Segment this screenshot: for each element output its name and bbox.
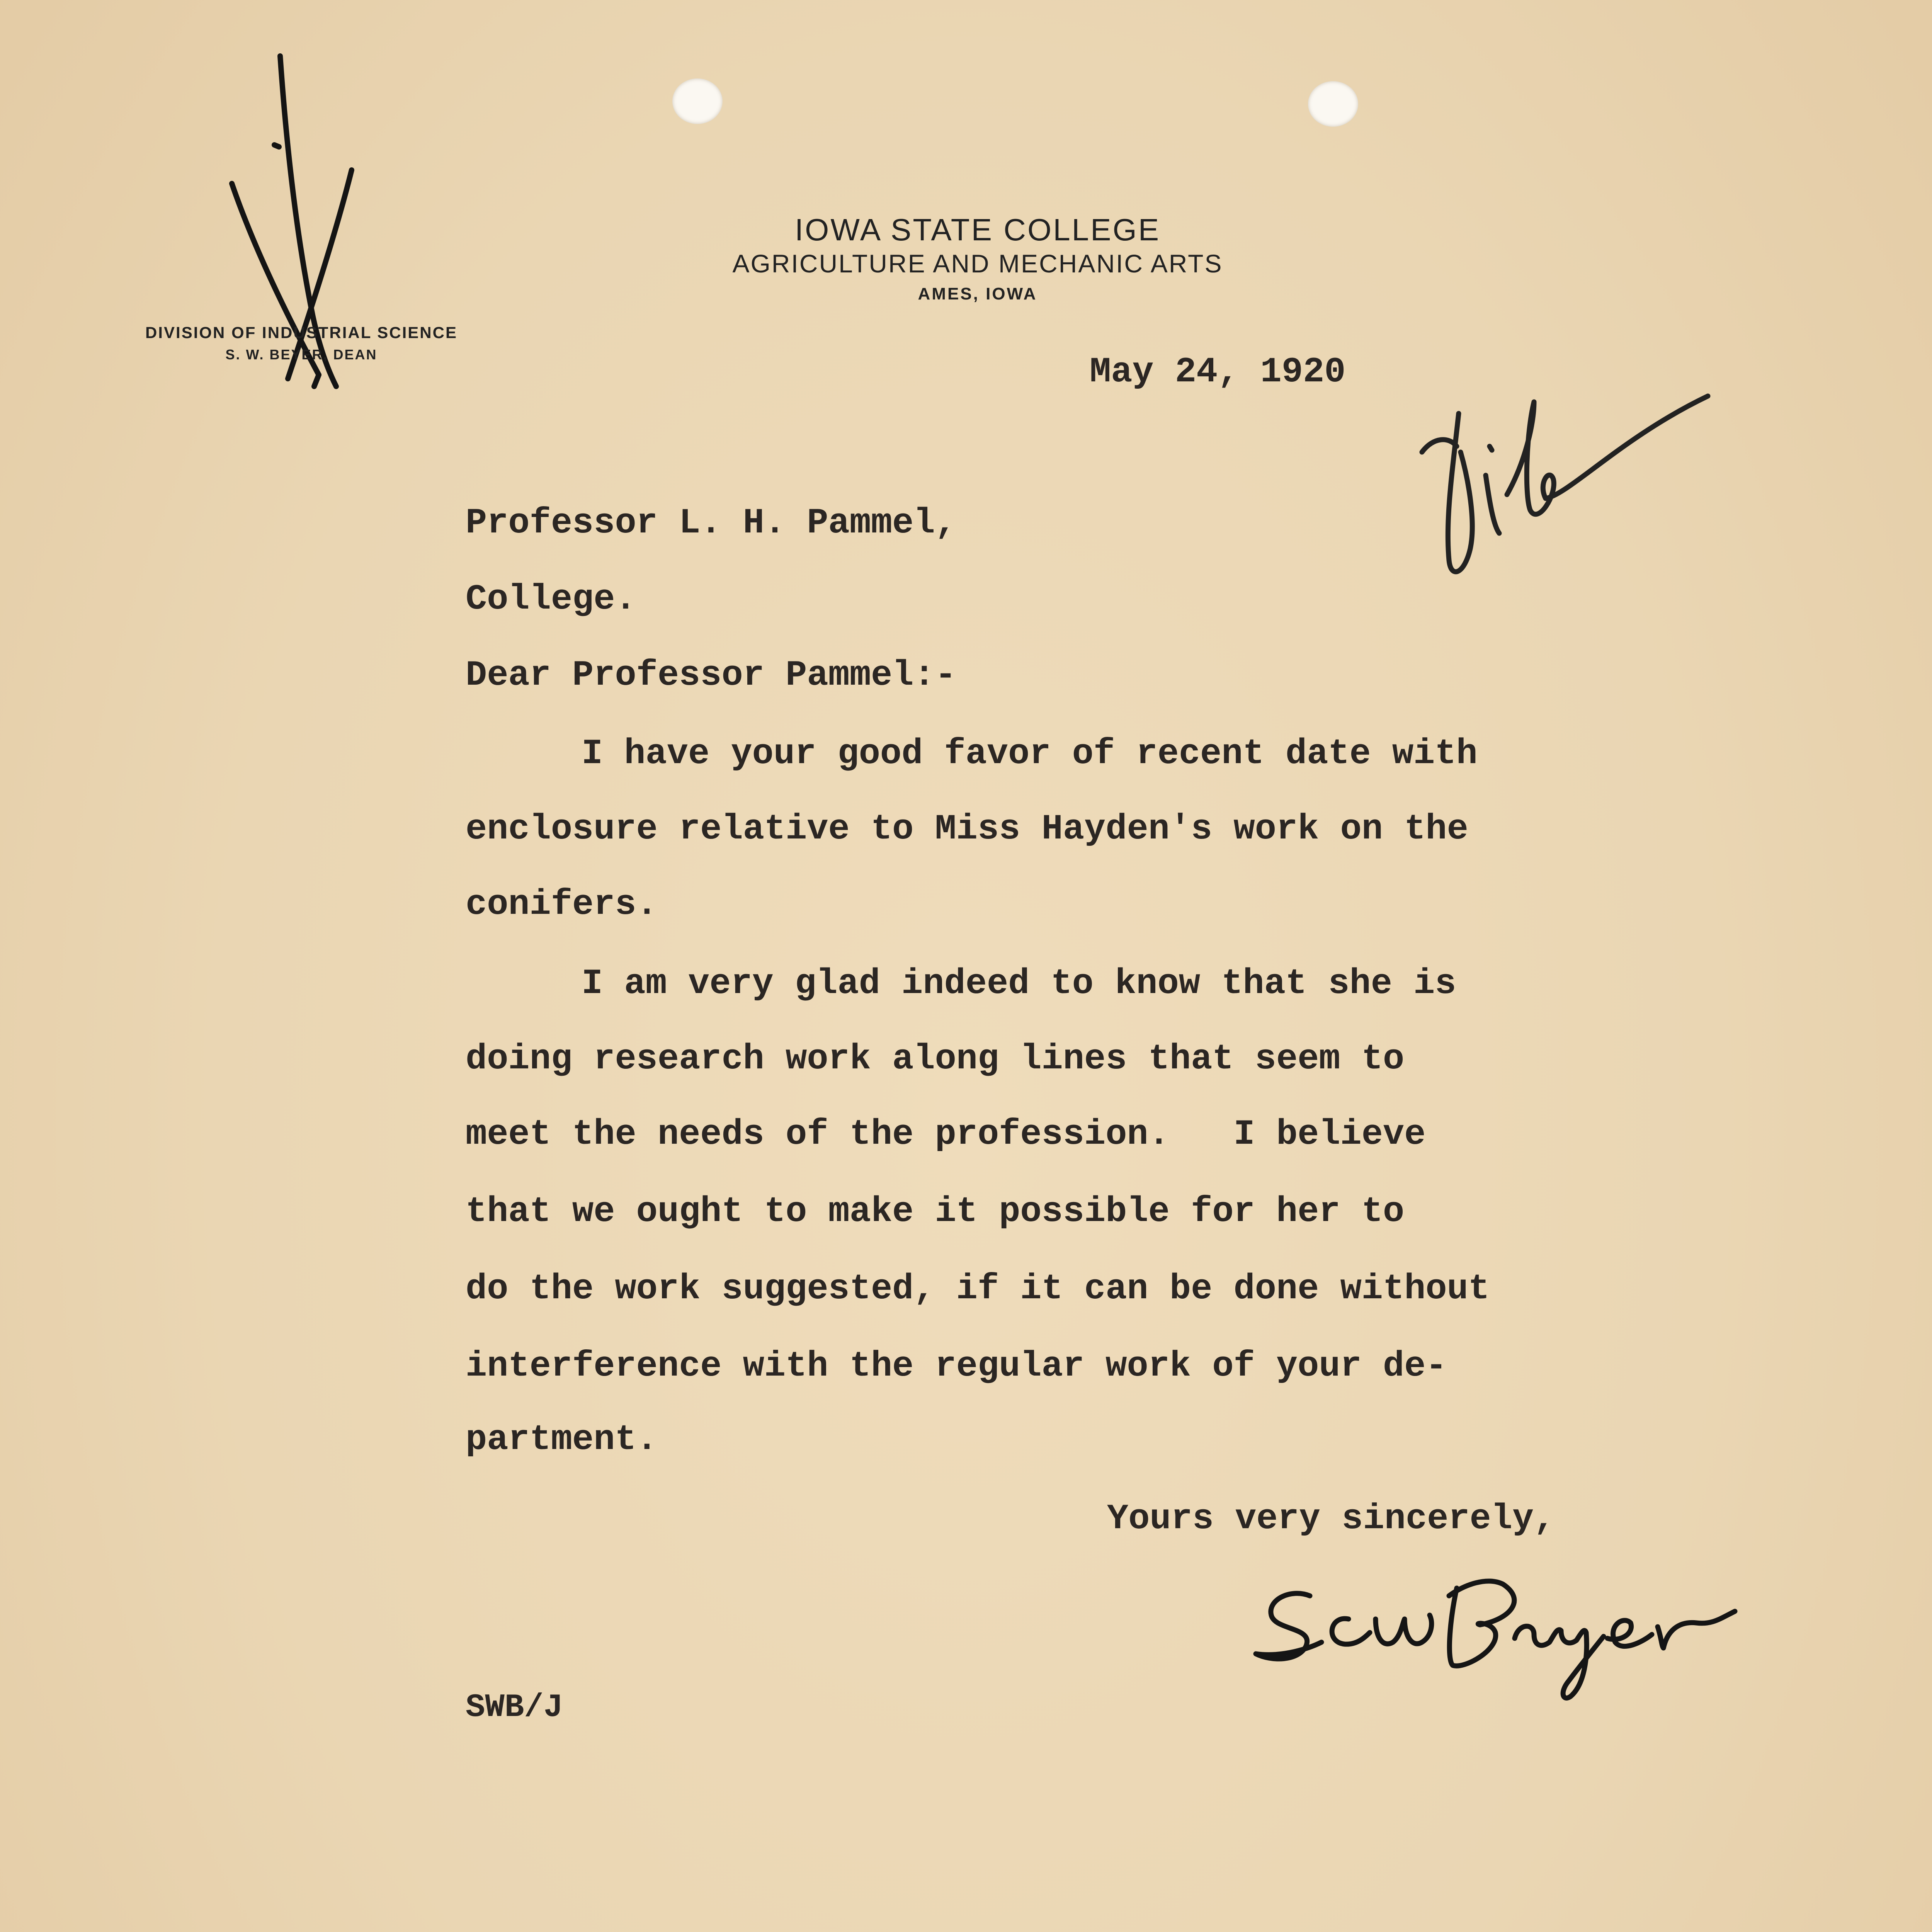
letter-date: May 24, 1920 [1090,352,1346,392]
file-annotation-handwriting [1406,379,1723,595]
body-line: that we ought to make it possible for her to [466,1191,1405,1232]
body-line: I have your good favor of recent date with [582,733,1478,774]
division-name: DIVISION OF INDUSTRIAL SCIENCE [145,323,457,342]
typist-initials: SWB/J [466,1689,563,1726]
institution-subtitle: AGRICULTURE AND MECHANIC ARTS [732,249,1223,278]
recipient-place: College. [466,579,636,619]
body-line: doing research work along lines that seem to [466,1039,1405,1079]
body-line: do the work suggested, if it can be done without [466,1269,1490,1309]
closing: Yours very sincerely, [1107,1498,1555,1539]
letterhead [638,214,1318,303]
body-line: meet the needs of the profession. I believe [466,1114,1426,1155]
body-line: interference with the regular work of your de- [466,1346,1447,1386]
body-line: partment. [466,1419,658,1460]
recipient-name: Professor L. H. Pammel, [466,503,956,543]
punch-hole-left [672,78,723,124]
signature [1248,1565,1789,1704]
institution-name: IOWA STATE COLLEGE [794,213,1161,247]
body-line: I am very glad indeed to know that she is [582,963,1456,1004]
salutation: Dear Professor Pammel:- [466,655,956,696]
dean-name: S. W. BEYER, DEAN [225,347,378,362]
body-line: conifers. [466,884,658,925]
punch-hole-right [1308,81,1358,127]
body-line: enclosure relative to Miss Hayden's work on the [466,809,1468,849]
division-heading [108,325,495,362]
institution-location: AMES, IOWA [918,284,1037,303]
